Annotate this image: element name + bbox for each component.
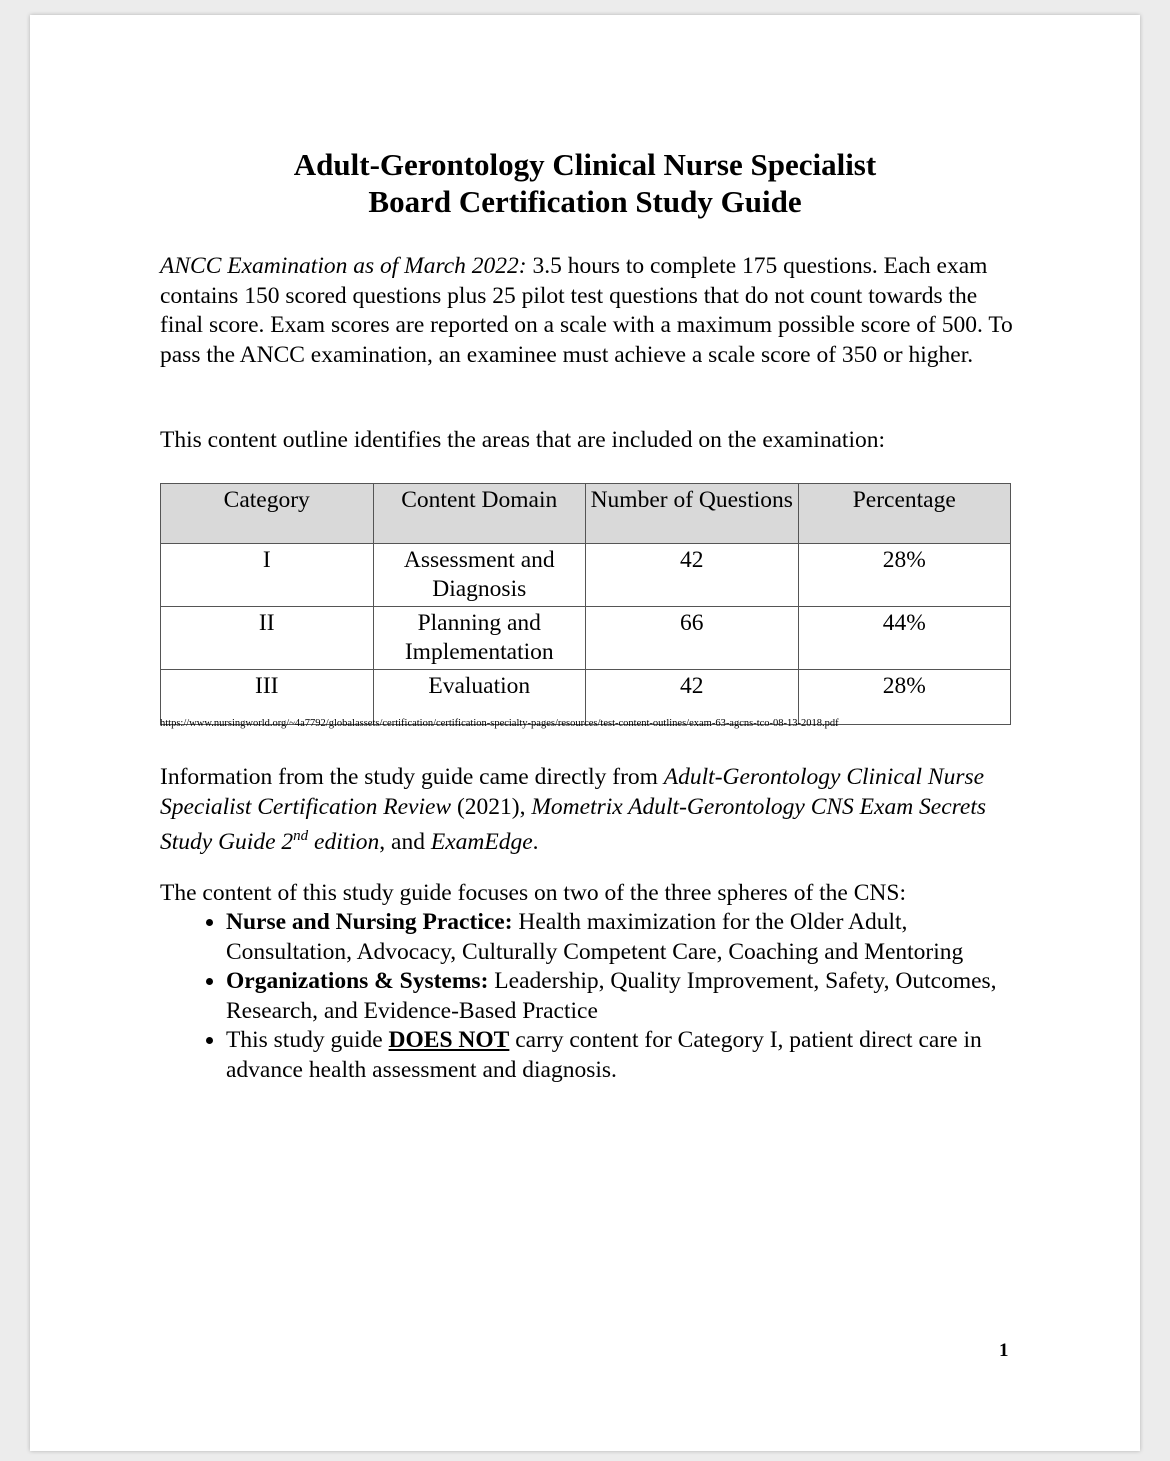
intro-text: 3.5 hours to complete 175 questions. Each exam contains 150 scored questions plus 25 pilot test questions that do not count towards the final score. Exam scores are reported on a scale with a maximum possible score of 500. To pass the ANCC examination, an examinee must achieve a scale score of 350 or higher. — [160, 253, 1013, 368]
table-cell: Planning and Implementation — [373, 607, 586, 670]
book-title: ExamEdge — [430, 828, 533, 855]
source-url: https://www.nursingworld.org/~4a7792/globalassets/certification/certification-specialty-pages/resources/test-content-outlines/exam-63-agcns-tco-08-13-2018.pdf — [160, 718, 839, 729]
outline-intro: This content outline identifies the areas that are included on the examination: — [160, 427, 886, 453]
spheres-intro: The content of this study guide focuses on two of the three spheres of the CNS: — [160, 880, 906, 906]
text: (2021), — [451, 793, 532, 820]
bullet-text: carry content for Category I, patient direct care in advance health assessment and diagnosis. — [226, 1027, 982, 1083]
header-cell: Category — [161, 484, 374, 544]
table-cell: 42 — [586, 670, 799, 725]
table-cell: 44% — [798, 607, 1011, 670]
table-cell: 28% — [798, 544, 1011, 607]
table-row — [161, 670, 1011, 725]
emphasis-text: DOES NOT — [388, 1027, 510, 1053]
text: . — [532, 828, 539, 855]
book-title: Adult-Gerontology Clinical Nurse Specialist Certification Review — [160, 764, 985, 820]
content-outline-table — [160, 483, 1011, 725]
bullet-heading: Nurse and Nursing Practice: — [226, 909, 513, 935]
bullet-heading: Organizations & Systems: — [226, 968, 489, 994]
sources-paragraph — [160, 763, 1020, 857]
book-title: edition — [308, 828, 380, 855]
title-line: Board Certification Study Guide — [368, 184, 802, 219]
document-page — [30, 15, 1140, 1451]
table-row — [161, 544, 1011, 607]
table-header-row — [161, 484, 1011, 544]
header-cell: Number of Questions — [586, 484, 799, 544]
table-cell: 66 — [586, 607, 799, 670]
list-item — [226, 1026, 1006, 1085]
title-line: Adult-Gerontology Clinical Nurse Specialist — [293, 147, 877, 182]
table-cell: Evaluation — [373, 670, 586, 725]
exam-intro-paragraph — [160, 252, 1020, 370]
table-cell: III — [161, 670, 374, 725]
table-cell: 42 — [586, 544, 799, 607]
bullet-text: Health maximization for the Older Adult, Consultation, Advocacy, Culturally Competent Care, Coaching and Mentoring — [226, 909, 964, 965]
table-cell: 28% — [798, 670, 1011, 725]
page-number: 1 — [999, 1340, 1009, 1361]
superscript: nd — [293, 828, 309, 844]
list-item — [226, 908, 1006, 967]
spheres-list — [160, 908, 1006, 1085]
text: , and — [379, 828, 431, 855]
table-cell: II — [161, 607, 374, 670]
table-cell: Assessment and Diagnosis — [373, 544, 586, 607]
table-cell: I — [161, 544, 374, 607]
table-row — [161, 607, 1011, 670]
intro-label: ANCC Examination as of March 2022: — [160, 253, 527, 279]
text: Information from the study guide came directly from — [160, 764, 664, 790]
bullet-text: This study guide — [226, 1027, 389, 1053]
header-cell: Percentage — [798, 484, 1011, 544]
document-title — [0, 146, 1170, 220]
bullet-text: Leadership, Quality Improvement, Safety, Outcomes, Research, and Evidence-Based Practice — [226, 968, 997, 1024]
book-title: Mometrix Adult-Gerontology CNS Exam Secrets Study Guide 2 — [160, 793, 987, 855]
header-cell: Content Domain — [373, 484, 586, 544]
list-item — [226, 967, 1006, 1026]
